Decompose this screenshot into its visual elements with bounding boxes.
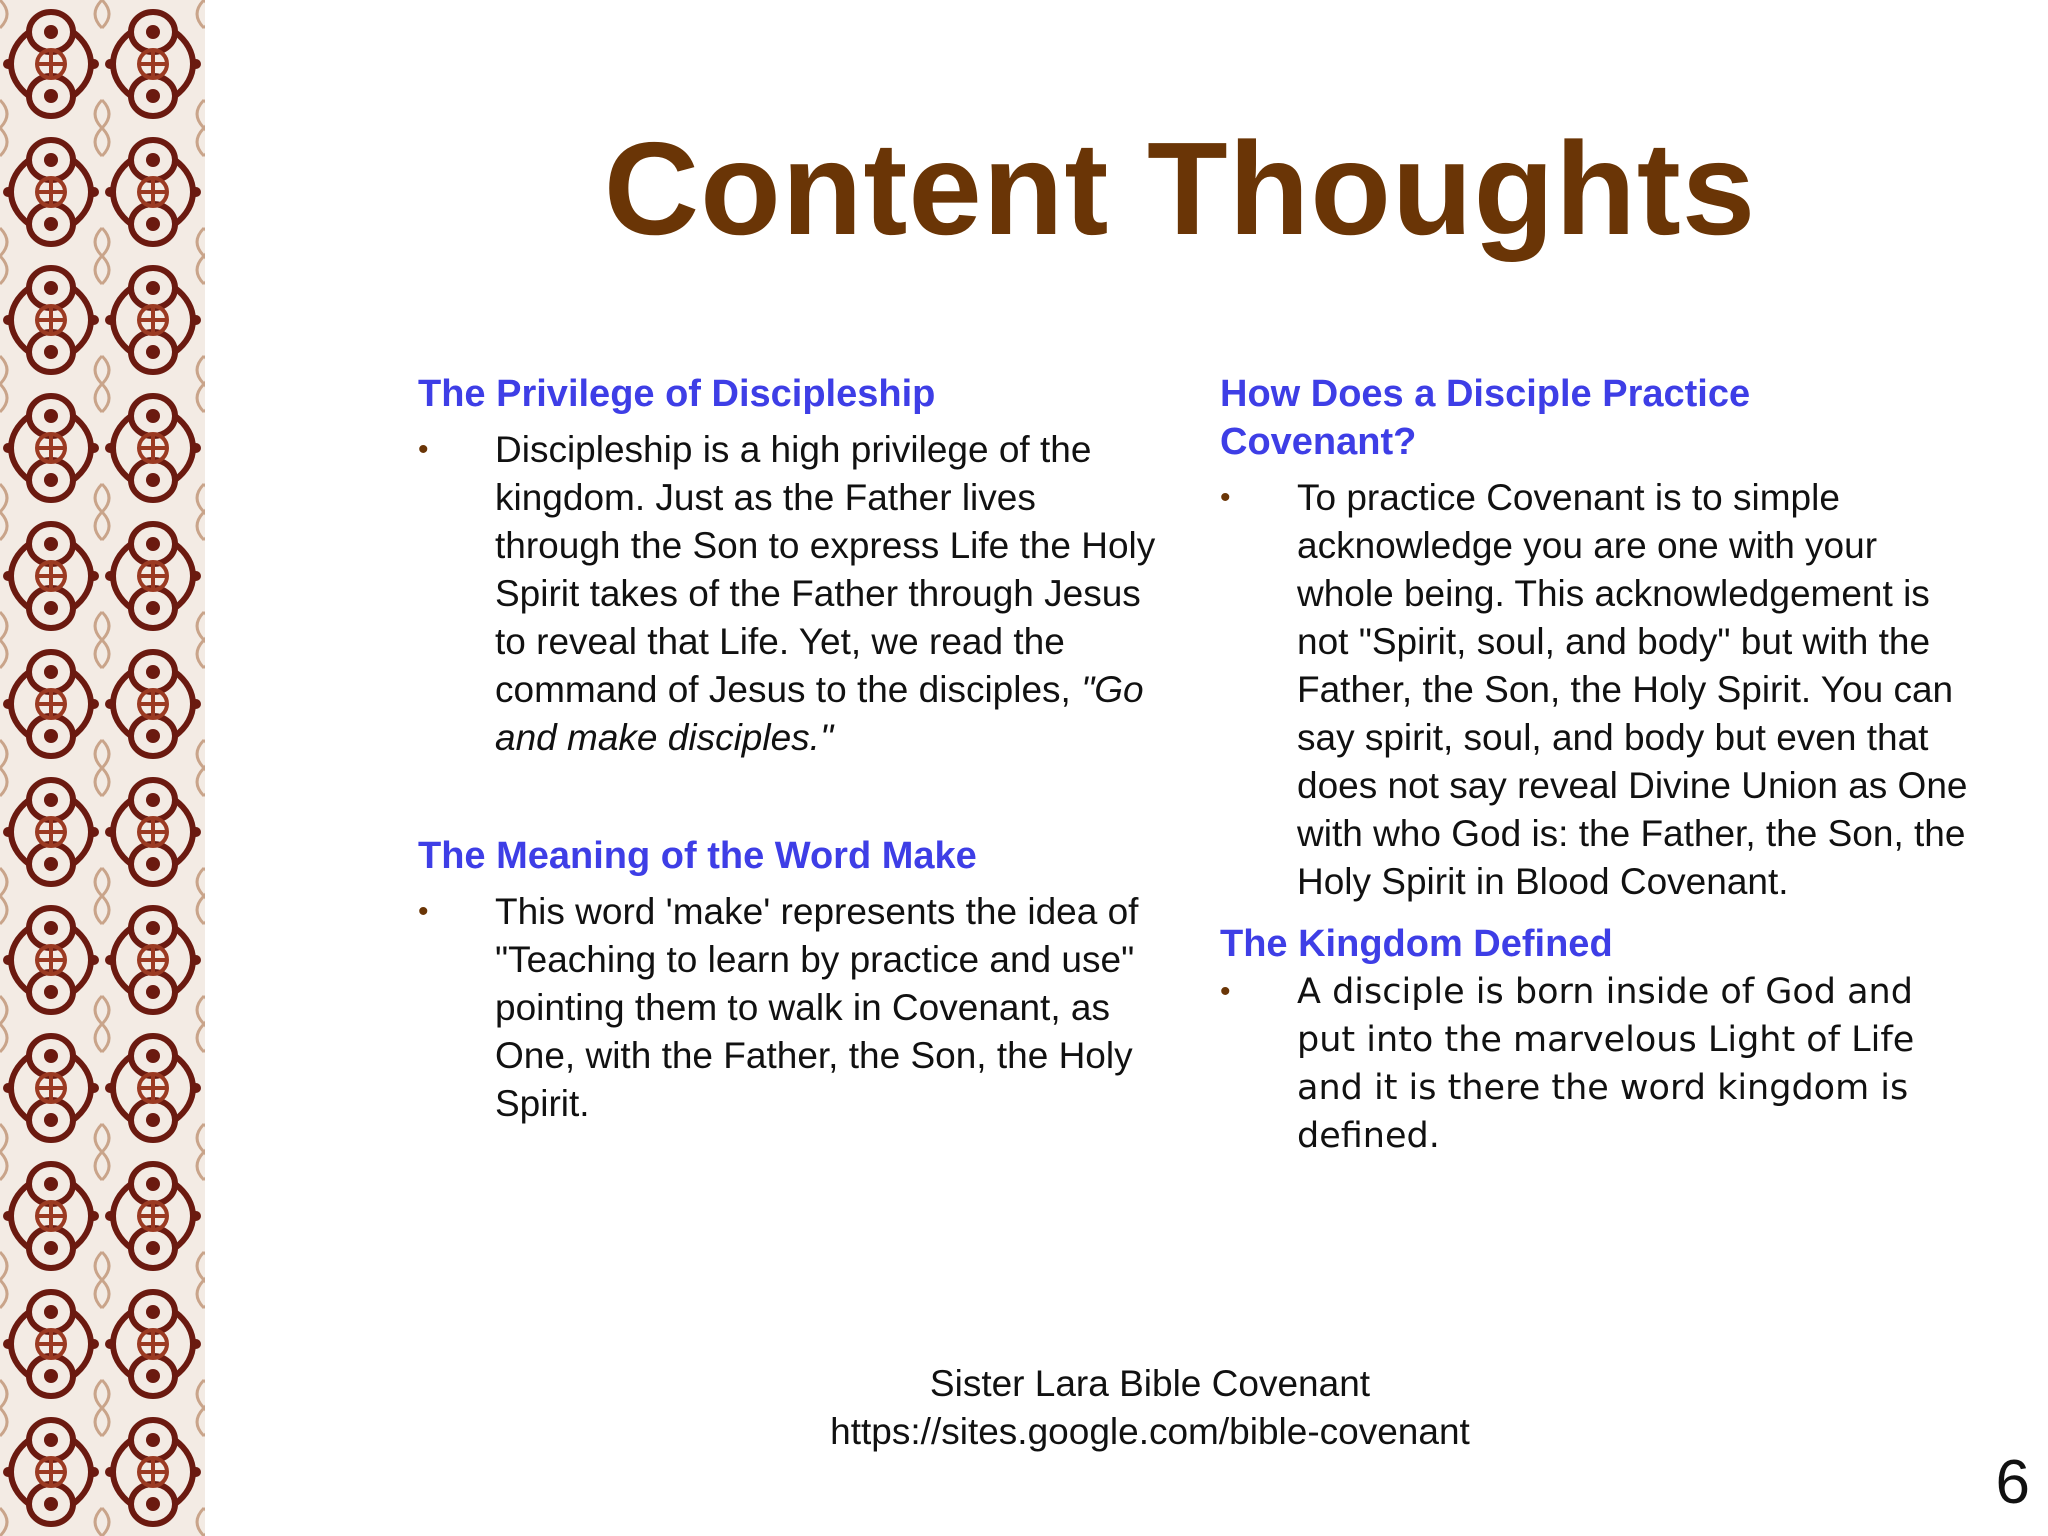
left-column: [418, 370, 1158, 1128]
bullet-item-privilege: [418, 426, 1158, 762]
bullet-text-privilege-quote: "Go and make disciples.": [495, 669, 1144, 758]
right-column: [1220, 370, 1980, 1160]
spacer: [418, 762, 1158, 832]
section-heading-practice: How Does a Disciple Practice Covenant?: [1220, 373, 1751, 463]
bullet-item-practice: [1220, 474, 1980, 906]
ornamental-border: [0, 0, 205, 1536]
footer-url: https://sites.google.com/bible-covenant: [830, 1411, 1470, 1452]
footer: [700, 1360, 1600, 1456]
section-heading-meaning: The Meaning of the Word Make: [418, 835, 977, 877]
section-heading-kingdom: The Kingdom Defined: [1220, 923, 1613, 965]
section-heading-privilege: The Privilege of Discipleship: [418, 373, 936, 415]
bullet-text-meaning: This word 'make' represents the idea of "Teaching to learn by practice and use" pointing them to walk in Covenant, as One, with the Father, the Son, the Holy Spirit.: [495, 891, 1139, 1124]
slide-title: Content Thoughts: [603, 115, 1757, 262]
bullet-text-practice: To practice Covenant is to simple acknowledge you are one with your whole being. This acknowledgement is not "Spirit, soul, and body" but with the Father, the Son, the Holy Spirit. You can say spirit, soul, and body but even that does not say reveal Divine Union as One with who God is: the Father, the Son, the Holy Spirit in Blood Covenant.: [1297, 477, 1968, 902]
bullet-text-kingdom: A disciple is born inside of God and put into the marvelous Light of Life and it is there the word kingdom is defined.: [1297, 972, 1915, 1156]
bullet-icon: •: [1220, 975, 1231, 1008]
page-number: 6: [1995, 1448, 2030, 1517]
bullet-icon: •: [1220, 481, 1231, 514]
bullet-item-kingdom: [1220, 968, 1980, 1160]
spacer: [1220, 906, 1980, 920]
bullet-icon: •: [418, 433, 429, 466]
bullet-text-privilege-body: Discipleship is a high privilege of the kingdom. Just as the Father lives through the Son to express Life the Holy Spirit takes of the Father through Jesus to reveal that Life. Yet, we read the command of Jesus to the disciples,: [495, 429, 1156, 710]
bullet-text-privilege: [495, 426, 1158, 762]
bullet-item-meaning: [418, 888, 1158, 1128]
footer-author: Sister Lara Bible Covenant: [929, 1363, 1371, 1404]
bullet-icon: •: [418, 895, 429, 928]
